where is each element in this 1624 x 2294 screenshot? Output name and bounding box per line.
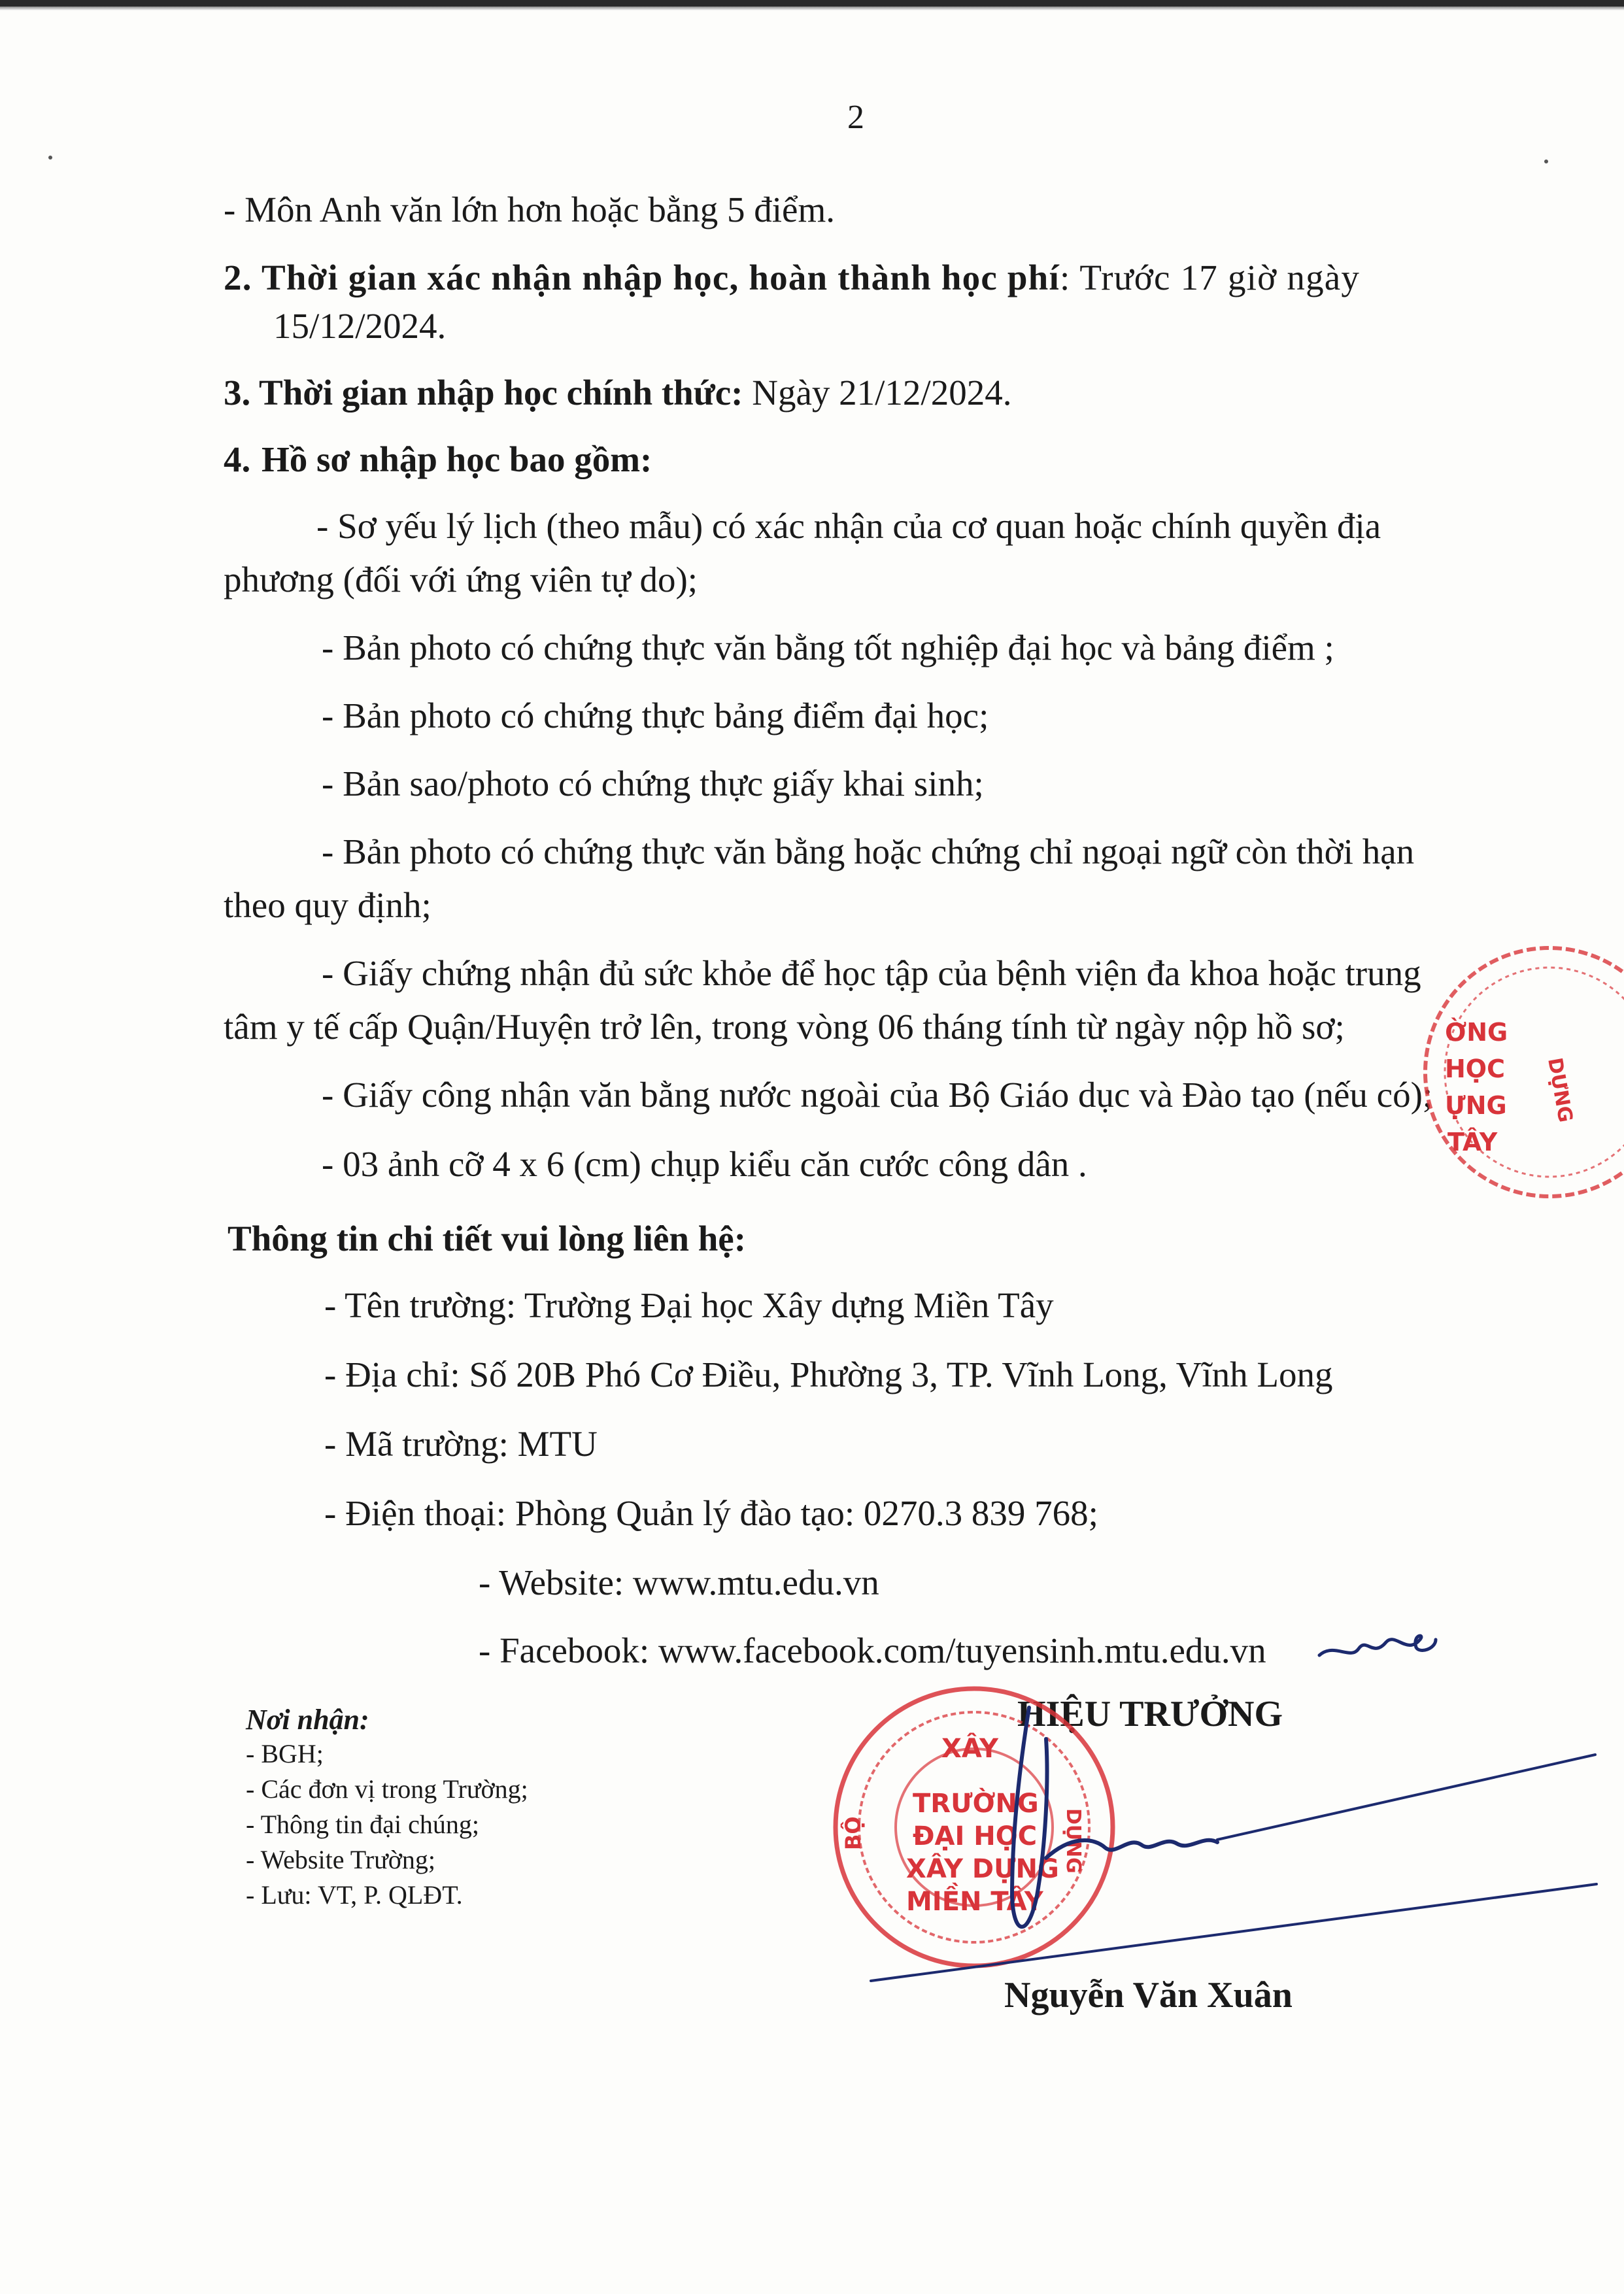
document-item-degree: - Bản photo có chứng thực văn bằng tốt nghiệp đại học và bảng điểm ;: [322, 628, 1334, 667]
recipient-item: - BGH;: [246, 1739, 324, 1768]
document-item-health-cert: - Giấy chứng nhận đủ sức khỏe để học tập của bệnh viện đa khoa hoặc trung: [322, 953, 1421, 993]
seal-right-side-text: DỰNG: [1062, 1808, 1085, 1874]
document-item-language-cert: - Bản photo có chứng thực văn bằng hoặc chứng chỉ ngoại ngữ còn thời hạn: [322, 832, 1415, 871]
criteria-english-line: - Môn Anh văn lớn hơn hoặc bằng 5 điểm.: [224, 190, 835, 229]
contact-facebook: - Facebook: www.facebook.com/tuyensinh.mtu.edu.vn: [479, 1630, 1266, 1670]
margin-seal-side-text: DỰNG: [1543, 1056, 1577, 1124]
document-item-health-cert-cont: tâm y tế cấp Quận/Huyện trở lên, trong vòng 06 tháng tính từ ngày nộp hồ sơ;: [224, 1007, 1345, 1047]
document-item-cv: - Sơ yếu lý lịch (theo mẫu) có xác nhận của cơ quan hoặc chính quyền địa: [316, 506, 1381, 546]
section-2-value: : Trước 17 giờ ngày: [1059, 258, 1361, 297]
contact-website: - Website: www.mtu.edu.vn: [479, 1562, 879, 1602]
recipient-item: - Lưu: VT, P. QLĐT.: [246, 1880, 463, 1910]
recipient-item: - Các đơn vị trong Trường;: [246, 1774, 528, 1804]
section-3-label: 3. Thời gian nhập học chính thức:: [224, 373, 743, 413]
seal-line: MIỀN TÂY: [906, 1887, 1043, 1917]
page-number: 2: [847, 99, 864, 136]
seal-line: TRƯỜNG: [913, 1789, 1039, 1819]
recipient-item: - Thông tin đại chúng;: [246, 1810, 479, 1839]
section-2-number: 2.: [224, 258, 252, 297]
section-4-label: Hồ sơ nhập học bao gồm:: [262, 439, 652, 479]
signatory-title: HIỆU TRƯỞNG: [1017, 1694, 1283, 1734]
document-item-cv-cont: phương (đối với ứng viên tự do);: [224, 560, 698, 599]
official-seal: [836, 1689, 1113, 1966]
document-item-foreign-degree: - Giấy công nhận văn bằng nước ngoài của Bộ Giáo dục và Đào tạo (nếu có);: [322, 1075, 1433, 1115]
section-2-continuation: 15/12/2024.: [273, 306, 447, 346]
seal-ring-text: XÂY: [941, 1734, 998, 1764]
contact-address: - Địa chỉ: Số 20B Phó Cơ Điều, Phường 3, TP. Vĩnh Long, Vĩnh Long: [324, 1355, 1333, 1394]
section-2-label: Thời gian xác nhận nhập học, hoàn thành học phí: [262, 258, 1060, 297]
margin-seal-line: TÂY: [1447, 1128, 1498, 1156]
recipients-heading: Nơi nhận:: [246, 1704, 369, 1736]
margin-seal-line: ỜNG: [1445, 1018, 1508, 1047]
margin-seal: [1425, 948, 1624, 1196]
document-item-birth-cert: - Bản sao/photo có chứng thực giấy khai sinh;: [322, 764, 984, 803]
contact-school-name: - Tên trường: Trường Đại học Xây dựng Miền Tây: [324, 1285, 1054, 1325]
signatory-name: Nguyễn Văn Xuân: [1004, 1975, 1293, 2016]
document-item-photos: - 03 ảnh cỡ 4 x 6 (cm) chụp kiểu căn cước công dân .: [322, 1144, 1087, 1184]
margin-seal-line: ỰNG: [1445, 1091, 1507, 1120]
contact-phone: - Điện thoại: Phòng Quản lý đào tạo: 0270.3 839 768;: [324, 1493, 1098, 1533]
contact-heading: Thông tin chi tiết vui lòng liên hệ:: [228, 1219, 747, 1258]
section-4-number: 4.: [224, 439, 251, 479]
facebook-initial-signature: [1319, 1636, 1436, 1655]
document-item-transcript: - Bản photo có chứng thực bảng điểm đại học;: [322, 696, 989, 735]
recipient-item: - Website Trường;: [246, 1845, 436, 1874]
margin-seal-line: HỌC: [1445, 1054, 1505, 1083]
document-item-language-cert-cont: theo quy định;: [224, 885, 431, 925]
seal-line: ĐẠI HỌC: [913, 1821, 1038, 1851]
seal-line: XÂY DỰNG: [906, 1854, 1059, 1884]
seal-side-text: BỘ: [841, 1816, 866, 1850]
contact-school-code: - Mã trường: MTU: [324, 1424, 598, 1464]
section-3-value: Ngày 21/12/2024.: [743, 373, 1012, 413]
